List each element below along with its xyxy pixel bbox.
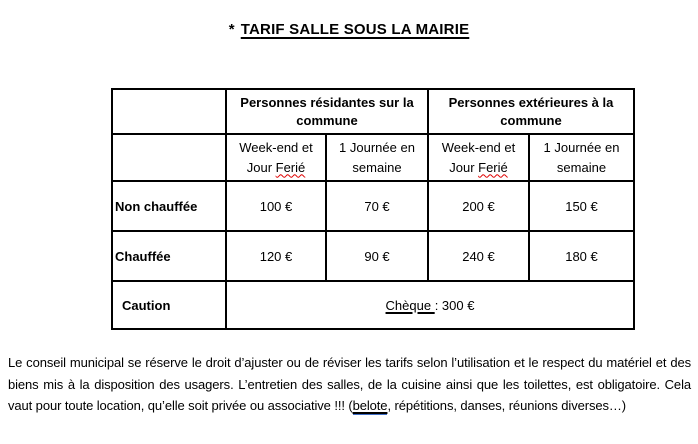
table-row-chauffee bbox=[112, 231, 634, 281]
misspelled-word: Ferié bbox=[478, 159, 508, 175]
misspelled-word: Ferié bbox=[275, 159, 306, 175]
subheader-line2-prefix: Jour bbox=[246, 159, 276, 175]
corner-cell bbox=[112, 89, 226, 134]
subheader-line2: semaine bbox=[556, 159, 607, 175]
empty-subheader-cell bbox=[112, 134, 226, 181]
footnote-paragraph bbox=[8, 352, 691, 417]
footnote-text-after: , répétitions, danses, réunions diverses…) bbox=[387, 398, 627, 414]
title-text: TARIF SALLE SOUS LA MAIRIE bbox=[240, 21, 470, 38]
group-header-residents-line2: commune bbox=[296, 112, 358, 128]
subheader-line1: 1 Journée en bbox=[339, 140, 415, 155]
group-header-outsiders-line2: commune bbox=[500, 112, 562, 128]
price-cell-resident-weekend-heated: 120 € bbox=[226, 231, 326, 281]
row-label-non-chauffee: Non chauffée bbox=[112, 181, 226, 231]
table-row bbox=[112, 134, 634, 181]
footnote-text-before: Le conseil municipal se réserve le droit d’ajuster ou de réviser les tarifs selon l’utilisation et le respect du matériel et des biens mis à la disposition des usagers. L’entretien des salles, de la cuisine ainsi que les toilettes, est obligatoire. Cela vaut pour toute location, qu’elle soit privée ou associative !!! ( bbox=[8, 355, 691, 414]
group-header-residents-line1: Personnes résidantes sur la bbox=[240, 94, 414, 110]
title-asterisk: * bbox=[228, 21, 235, 38]
subheader-line2-prefix: Jour bbox=[449, 159, 479, 175]
caution-cheque-word: Chèque bbox=[385, 297, 435, 313]
subheader-line1: Week-end et bbox=[441, 140, 516, 155]
caution-amount: : 300 € bbox=[434, 297, 475, 313]
price-cell-outsider-weekday-heated: 180 € bbox=[529, 231, 634, 281]
tariff-table bbox=[111, 88, 635, 330]
page-title bbox=[0, 21, 698, 38]
price-cell-outsider-weekday-nonheated: 150 € bbox=[529, 181, 634, 231]
caution-value-cell bbox=[226, 281, 634, 329]
subheader-line1: 1 Journée en bbox=[543, 140, 620, 155]
subheader-line2: semaine bbox=[352, 159, 402, 175]
group-header-outsiders-line1: Personnes extérieures à la bbox=[448, 94, 614, 110]
row-label-caution: Caution bbox=[112, 281, 226, 329]
price-cell-resident-weekend-nonheated: 100 € bbox=[226, 181, 326, 231]
footnote-grammar-word: belote bbox=[352, 398, 388, 414]
price-cell-resident-weekday-nonheated: 70 € bbox=[326, 181, 428, 231]
price-cell-resident-weekday-heated: 90 € bbox=[326, 231, 428, 281]
subheader-residents-weekday bbox=[326, 134, 428, 181]
subheader-outsiders-weekend bbox=[428, 134, 529, 181]
subheader-residents-weekend bbox=[226, 134, 326, 181]
price-cell-outsider-weekend-nonheated: 200 € bbox=[428, 181, 529, 231]
price-cell-outsider-weekend-heated: 240 € bbox=[428, 231, 529, 281]
subheader-outsiders-weekday bbox=[529, 134, 634, 181]
table-row-caution bbox=[112, 281, 634, 329]
row-label-chauffee: Chauffée bbox=[112, 231, 226, 281]
table-row-non-chauffee bbox=[112, 181, 634, 231]
group-header-residents bbox=[226, 89, 428, 134]
table-row bbox=[112, 89, 634, 134]
group-header-outsiders bbox=[428, 89, 634, 134]
subheader-line1: Week-end et bbox=[239, 140, 313, 155]
